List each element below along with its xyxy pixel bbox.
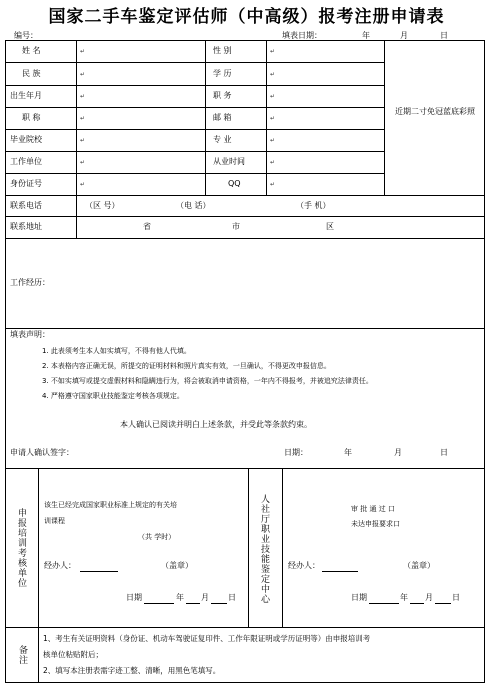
remarks-line-3: 2、填写本注册表需字迹工整、清晰，用黑色笔填写。 <box>43 666 221 675</box>
declaration-item-1: 1. 此表须考生本人如实填写，不得有他人代填。 <box>42 347 191 355</box>
training-date-label: 日期 <box>126 593 142 602</box>
training-line-2: 训课程 <box>44 517 65 525</box>
training-date-month: 月 <box>201 593 209 602</box>
phone-label: 联系电话 <box>10 201 42 210</box>
declaration-item-4: 4. 严格遵守国家职业技能鉴定考核各项规定。 <box>42 392 184 400</box>
fill-date-label: 填表日期： <box>282 31 322 40</box>
position-field[interactable] <box>267 86 383 107</box>
number-label: 编号： <box>14 31 38 40</box>
training-line-1: 该生已经完成国家职业标准上规定的有关培 <box>44 501 177 509</box>
address-label: 联系地址 <box>10 222 42 231</box>
name-field[interactable] <box>77 41 204 62</box>
appraisal-center-label: 人社厅职业技能鉴定中心 <box>259 494 269 604</box>
birth-label: 出生年月 <box>10 91 42 100</box>
birth-field[interactable] <box>77 86 204 107</box>
work-years-label: 从业时间 <box>213 157 245 166</box>
ethnicity-field[interactable] <box>77 63 204 85</box>
major-field[interactable] <box>267 130 383 151</box>
not-meet-option[interactable]: 未达申报要求口 <box>351 520 400 528</box>
applicant-sign-label: 申请人确认签字： <box>10 448 74 457</box>
fill-date-day: 日 <box>440 31 448 40</box>
professional-title-field[interactable] <box>77 108 204 129</box>
telephone-label: （电 话） <box>176 201 211 210</box>
remarks-label: 备注 <box>17 645 27 665</box>
city-label: 市 <box>232 222 240 231</box>
training-handler-label: 经办人： <box>44 561 76 570</box>
employer-label: 工作单位 <box>10 157 42 166</box>
district-label: 区 <box>326 222 334 231</box>
declaration-item-2: 2. 本表格内容正确无误，所提交的证明材料和照片真实有效，一旦确认，不得更改申报信息。 <box>42 362 331 370</box>
sign-date-year: 年 <box>344 448 352 457</box>
training-seal-label: （盖章） <box>161 561 193 570</box>
declaration-confirm: 本人确认已阅读并明白上述条款，并受此等条款约束。 <box>120 420 312 429</box>
major-label: 专 业 <box>213 135 232 144</box>
photo-label: 近期二寸免冠蓝底彩照 <box>395 107 475 116</box>
postcode-field[interactable] <box>267 108 383 129</box>
sign-date-label: 日期： <box>284 448 308 457</box>
work-years-field[interactable] <box>267 152 383 173</box>
training-hours: （共 学时） <box>138 533 176 541</box>
area-code-label: （区 号） <box>85 201 120 210</box>
approve-option[interactable]: 审 批 通 过 口 <box>351 505 395 513</box>
gender-field[interactable] <box>267 41 383 62</box>
employer-field[interactable] <box>77 152 204 173</box>
position-label: 职 务 <box>213 91 232 100</box>
declaration-heading: 填表声明： <box>10 330 50 339</box>
school-field[interactable] <box>77 130 204 151</box>
applicant-signature-field[interactable] <box>80 446 270 460</box>
professional-title-label: 职 称 <box>22 113 41 122</box>
qq-field[interactable] <box>267 174 383 195</box>
center-handler-label: 经办人： <box>288 561 320 570</box>
remarks-line-1: 1、考生有关证明资料（身份证、机动车驾驶证复印件、工作年限证明或学历证明等）由申报培训考 <box>43 634 371 643</box>
center-date-label: 日期 <box>351 593 367 602</box>
qq-label: QQ <box>228 179 241 188</box>
center-date-month: 月 <box>425 593 433 602</box>
photo-box[interactable] <box>385 41 484 195</box>
postcode-label: 邮 箱 <box>213 113 232 122</box>
id-number-field[interactable] <box>77 174 204 195</box>
mobile-label: （手 机） <box>296 201 331 210</box>
sign-date-month: 月 <box>394 448 402 457</box>
center-date-day: 日 <box>452 593 460 602</box>
sign-date-day: 日 <box>440 448 448 457</box>
gender-label: 性 别 <box>213 46 232 55</box>
ethnicity-label: 民 族 <box>22 69 41 78</box>
fill-date-year: 年 <box>362 31 370 40</box>
center-date-year: 年 <box>400 593 408 602</box>
training-date-day: 日 <box>228 593 236 602</box>
training-date-year: 年 <box>176 593 184 602</box>
training-unit-label: 申报培训考核单位 <box>16 508 26 588</box>
declaration-item-3: 3. 不如实填写或提交虚假材料和隐瞒违行为，将会被取消申请资格，一年内不得报考，并被追究法律责任。 <box>42 377 373 385</box>
work-experience-label: 工作经历： <box>10 278 50 287</box>
province-label: 省 <box>143 222 151 231</box>
fill-date-month: 月 <box>400 31 408 40</box>
work-experience-area[interactable] <box>6 239 484 328</box>
remarks-line-2: 核单位粘贴附后； <box>43 650 103 659</box>
school-label: 毕业院校 <box>10 135 42 144</box>
education-field[interactable] <box>267 63 383 85</box>
name-label: 姓 名 <box>22 46 41 55</box>
id-number-label: 身份证号 <box>10 179 42 188</box>
education-label: 学 历 <box>213 69 232 78</box>
center-seal-label: （盖章） <box>403 561 435 570</box>
form-title: 国家二手车鉴定评估师（中高级）报考注册申请表 <box>48 7 445 27</box>
